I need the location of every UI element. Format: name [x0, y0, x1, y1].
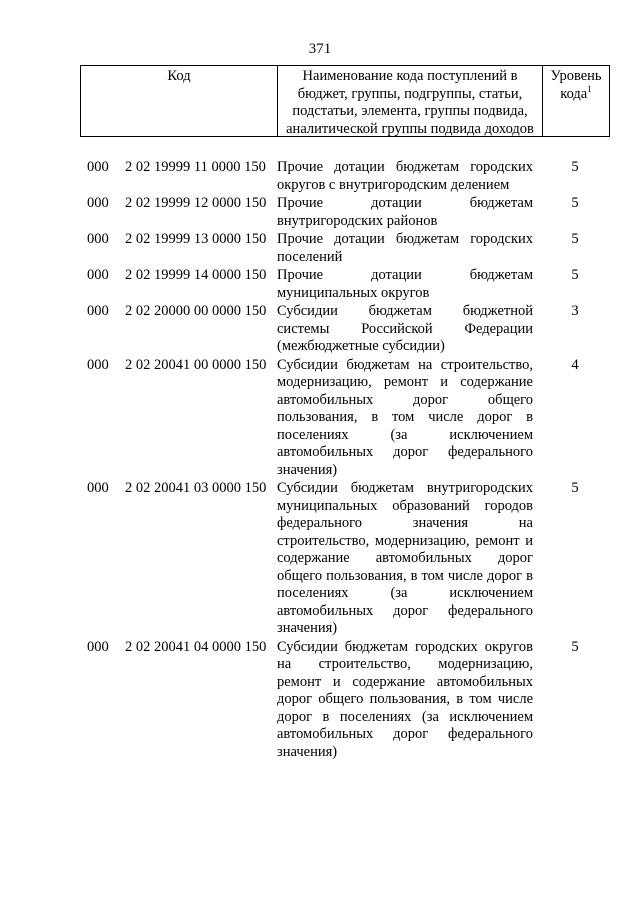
- admin-code: 000: [87, 231, 109, 247]
- income-name: Субсидии бюджетам городских округов на строительство, модернизацию, ремонт и содержание автомобильных дорог общего пользования, в том числе дорог в поселениях (за исключением автомобильных дорог федерального значения): [277, 638, 533, 760]
- income-code: 2 02 20041 00 0000 150: [125, 356, 267, 373]
- code-level: 5: [571, 480, 579, 496]
- table-row: [0, 231, 640, 266]
- admin-code: 000: [87, 356, 109, 373]
- income-name: Субсидии бюджетам бюджетной системы Российской Федерации (межбюджетные субсидии): [277, 303, 533, 354]
- page-number: 371: [308, 41, 332, 57]
- income-name: Прочие дотации бюджетам внутригородских районов: [277, 195, 533, 229]
- code-level: 3: [571, 303, 579, 319]
- income-code: 2 02 19999 14 0000 150: [125, 267, 267, 283]
- admin-code: 000: [87, 480, 109, 496]
- header-level-label: Уровень кода: [550, 68, 602, 102]
- code-level: 5: [571, 231, 579, 247]
- header-level: [543, 66, 609, 136]
- income-name: Прочие дотации бюджетам муниципальных округов: [277, 267, 533, 301]
- income-code: 2 02 19999 11 0000 150: [125, 159, 266, 175]
- admin-code: 000: [87, 638, 109, 655]
- admin-code: 000: [87, 195, 109, 211]
- table-row: [0, 195, 640, 230]
- code-level: 5: [571, 159, 579, 175]
- income-name: Прочие дотации бюджетам городских поселений: [277, 231, 533, 265]
- income-name: Субсидии бюджетам на строительство, модернизацию, ремонт и содержание автомобильных дорог общего пользования, в том числе дорог в поселениях (за исключением автомобильных дорог федерального значения): [277, 356, 533, 478]
- code-level: 4: [571, 356, 579, 373]
- income-name: Субсидии бюджетам внутригородских муниципальных образований городов федерального значения на строительство, модернизацию, ремонт и содержание автомобильных дорог общего пользования, в том числе дорог в поселениях (за исключением автомобильных дорог федерального значения): [277, 480, 533, 636]
- income-code: 2 02 20041 03 0000 150: [125, 480, 267, 496]
- header-code: Код: [81, 66, 278, 136]
- income-code: 2 02 20000 00 0000 150: [125, 303, 267, 319]
- table-row: [0, 357, 640, 480]
- table-row: [0, 159, 640, 194]
- table-body: [0, 159, 640, 761]
- table-row: [0, 303, 640, 356]
- code-level: 5: [571, 195, 579, 211]
- admin-code: 000: [87, 159, 109, 175]
- header-name: Наименование кода поступлений в бюджет, группы, подгруппы, статьи, подстатьи, элемента, группы подвида, аналитической группы подвида доходов: [278, 66, 543, 136]
- income-code: 2 02 19999 13 0000 150: [125, 231, 267, 247]
- admin-code: 000: [87, 267, 109, 283]
- code-level: 5: [571, 267, 579, 283]
- admin-code: 000: [87, 303, 109, 319]
- table-header: [80, 65, 610, 137]
- code-level: 5: [571, 638, 579, 655]
- income-name: Прочие дотации бюджетам городских округов с внутригородским делением: [277, 159, 533, 193]
- income-code: 2 02 19999 12 0000 150: [125, 195, 267, 211]
- table-row: [0, 480, 640, 638]
- header-level-footnote: 1: [587, 83, 592, 94]
- income-code: 2 02 20041 04 0000 150: [125, 638, 267, 655]
- table-row: [0, 639, 640, 762]
- table-row: [0, 267, 640, 302]
